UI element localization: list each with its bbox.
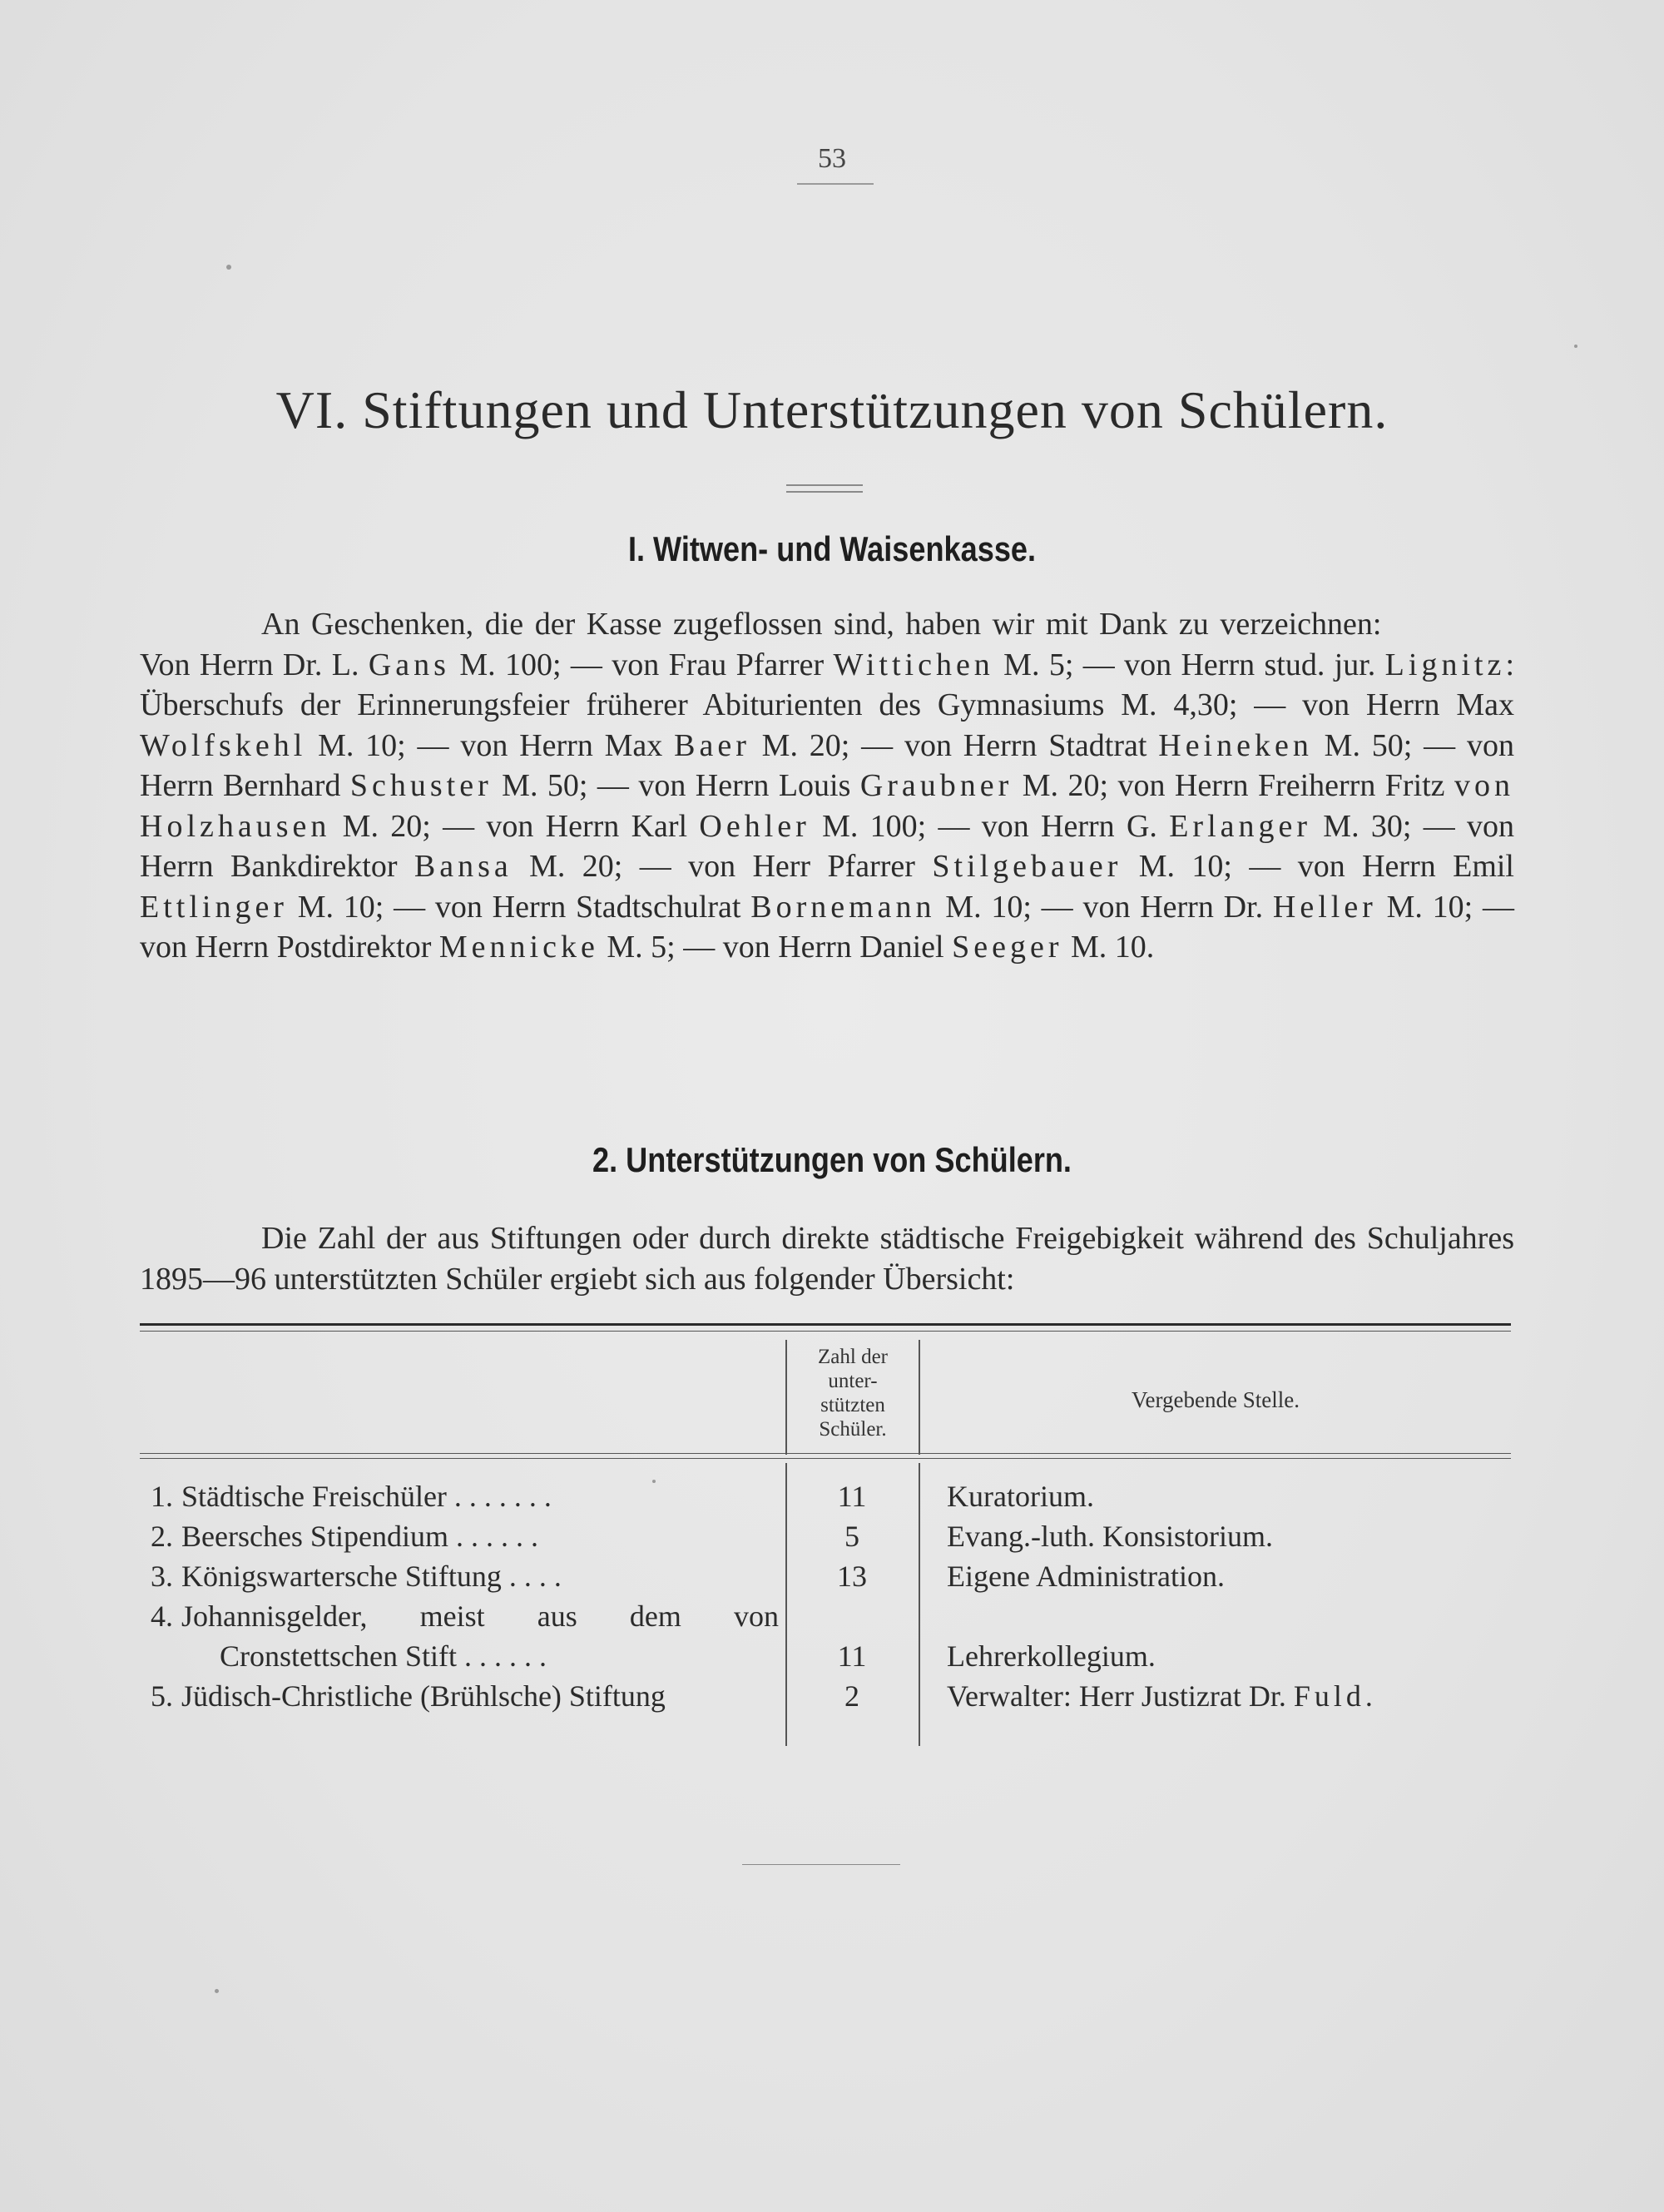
donor-name: Heineken (1158, 727, 1313, 763)
title-divider (786, 484, 863, 493)
table-top-rule (140, 1323, 1511, 1326)
chapter-title: VI. Stiftungen und Unterstützungen von Schülern. (275, 380, 1389, 439)
donor-name: Seeger (952, 930, 1063, 965)
donor-name: Wittichen (833, 647, 994, 682)
donor-name: Bornemann (750, 889, 936, 925)
donor-name: Bansa (414, 849, 513, 884)
donor-name: Schuster (349, 768, 493, 803)
paper-speck (215, 1989, 219, 1993)
donor-name: Wolfskehl (140, 727, 307, 763)
donor-name: Baer (674, 727, 750, 763)
support-table (140, 1323, 1511, 1746)
donor-name: Lignitz (1384, 647, 1506, 682)
table-row: 2. Beersches Stipendium . . . . . . 5 Evang.-luth. Konsistorium. (151, 1520, 1273, 1553)
donor-name: Gans (368, 647, 450, 682)
donor-name: Ettlinger (140, 889, 288, 925)
donor-name: Stilgebauer (932, 849, 1122, 884)
donor-name: Erlanger (1169, 808, 1312, 844)
page-end-rule (742, 1864, 900, 1865)
paper-speck (652, 1480, 656, 1483)
section-2-intro: Die Zahl der aus Stiftungen oder durch direkte städtische Freigebigkeit während des Schuljahres 1895—96 unterstützten Schüler ergiebt sich aus folgender Übersicht: (140, 1221, 1514, 1297)
table-row: 4. Johannisgelder, meist aus dem von (151, 1599, 779, 1633)
section-1-heading: I. Witwen- und Waisenkasse. (627, 529, 1037, 568)
table-top-rule-inner (140, 1331, 1511, 1332)
section-1-paragraph: An Geschenken, die der Kasse zugeflossen sind, haben wir mit Dank zu verzeichnen: Von Herrn Dr. L. Gans M. 100; — von Frau Pfarrer Wittichen M. 5; — von Herrn stud. jur. Lignitz: Überschufs der Erinnerungsfeier früherer Abiturienten des Gymnasiums M. 4,30; — von Herrn Max Wolfskehl M. 10; — von Herrn Max Baer M. 20; — von Herrn Stadtrat Heineken M. 50; — von Herrn Bernhard Schuster M. 50; — von Herrn Louis Graubner M. 20; von Herrn Freiherrn Fritz von Holzhausen M. 20; — von Herrn Karl Oehler M. 100; — von Herrn G. Erlanger M. 30; — von Herrn Bankdirektor Bansa M. 20; — von Herr Pfarrer Stilgebauer M. 10; — von Herrn Emil Ettlinger M. 10; — von Herrn Stadtschulrat Bornemann M. 10; — von Herrn Dr. Heller M. 10; — von Herrn Postdirektor Mennicke M. 5; — von Herrn Daniel Seeger M. 10. (140, 607, 1515, 965)
section-2-heading: 2. Unterstützungen von Schülern. (592, 1140, 1072, 1179)
header-rule-double (140, 1458, 1511, 1459)
table-row: 1. Städtische Freischüler . . . . . . . 11 Kuratorium. (151, 1480, 1094, 1513)
donor-name: Heller (1272, 889, 1377, 925)
paper-speck (1574, 345, 1577, 348)
header-rule (140, 1453, 1511, 1454)
header-office: Vergebende Stelle. (1132, 1387, 1300, 1412)
donor-name: Graubner (859, 768, 1013, 803)
header-count: Zahl der unter- stützten Schüler. (818, 1346, 888, 1441)
page-number-rule (797, 183, 874, 185)
donor-name: Oehler (699, 808, 810, 844)
table-row: 5. Jüdisch-Christliche (Brühlsche) Stiftung 2 Verwalter: Herr Justizrat Dr. Fuld. (151, 1679, 1377, 1713)
table-row: Cronstettschen Stift . . . . . . 11 Lehrerkollegium. (220, 1639, 1156, 1673)
paper-speck (226, 265, 231, 270)
donor-name: von Holzhausen (140, 768, 1514, 844)
paragraph-lead: An Geschenken, die der Kasse zugeflossen sind, haben wir mit Dank zu verzeichnen: (261, 607, 1382, 642)
donor-name: Mennicke (438, 930, 599, 965)
table-row: 3. Königswartersche Stiftung . . . . 13 Eigene Administration. (151, 1560, 1225, 1593)
page-number: 53 (818, 143, 846, 174)
